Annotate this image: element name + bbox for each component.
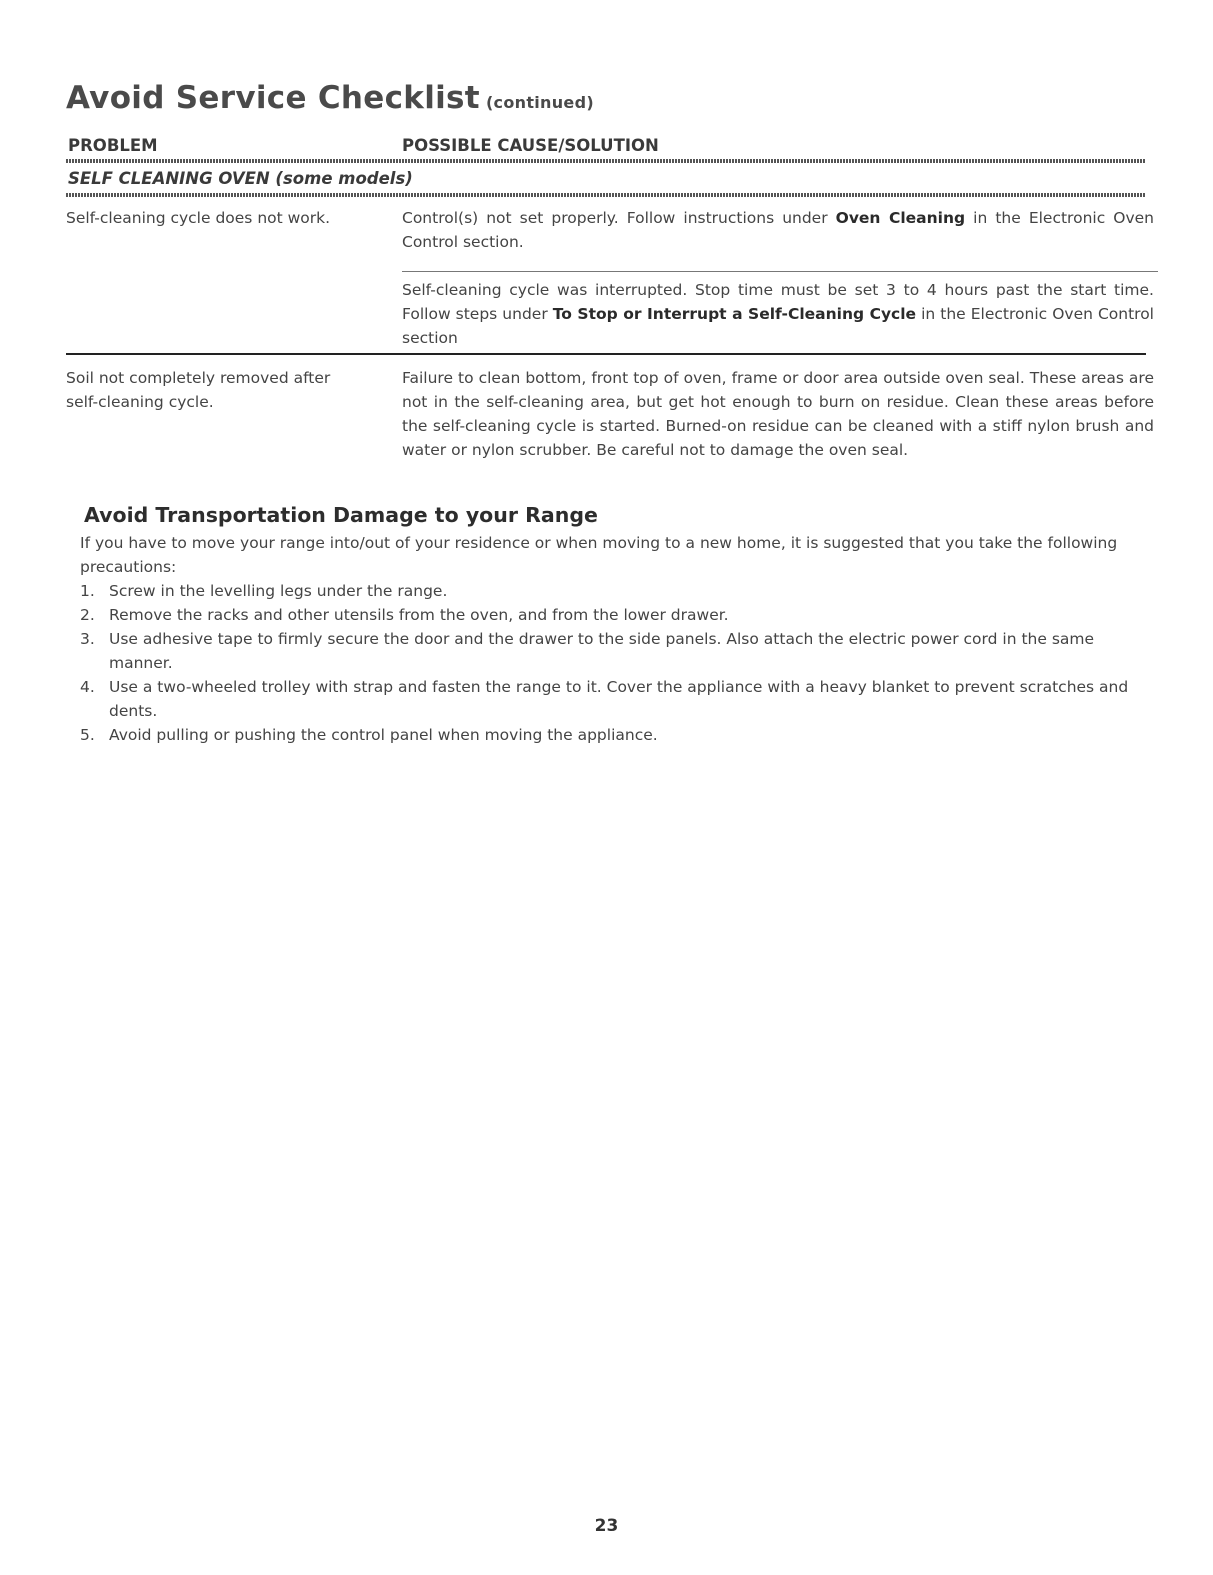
- solution-text: Self-cleaning cycle was interrupted. Stop time must be set 3 to 4 hours past the start time. Follow steps under: [402, 281, 1154, 323]
- list-item: [80, 627, 1140, 675]
- step-number: 5.: [80, 726, 95, 744]
- title-suffix: (continued): [485, 93, 594, 112]
- solution-cell: [402, 278, 1154, 350]
- solution-emphasis: To Stop or Interrupt a Self-Cleaning Cycle: [552, 305, 917, 323]
- section-intro: If you have to move your range into/out of your residence or when moving to a new home, it is suggested that you take the following precautions:: [80, 534, 1118, 576]
- step-number: 3.: [80, 630, 95, 648]
- problem-cell: Self-cleaning cycle does not work.: [66, 209, 331, 227]
- list-item: [80, 675, 1140, 723]
- solution-text: in the Electronic Oven Control section: [402, 305, 1154, 347]
- column-header-cause: POSSIBLE CAUSE/SOLUTION: [402, 136, 659, 155]
- solution-divider: [402, 271, 1158, 272]
- step-text: Use a two-wheeled trolley with strap and fasten the range to it. Cover the appliance with a heavy blanket to prevent scratches and dents.: [109, 678, 1129, 720]
- step-text: Use adhesive tape to firmly secure the door and the drawer to the side panels. Also attach the electric power cord in the same manner.: [109, 630, 1095, 672]
- section-heading: Avoid Transportation Damage to your Range: [84, 503, 598, 527]
- section-divider: [66, 193, 1146, 197]
- page-title: [66, 80, 594, 116]
- solution-text: in the Electronic Oven Control section.: [402, 209, 1154, 251]
- list-item: [80, 603, 1140, 627]
- row-divider: [66, 353, 1146, 355]
- section-label: SELF CLEANING OVEN (some models): [68, 169, 413, 188]
- step-number: 2.: [80, 606, 95, 624]
- step-number: 1.: [80, 582, 95, 600]
- solution-cell: Failure to clean bottom, front top of oven, frame or door area outside oven seal. These areas are not in the self-cleaning area, but get hot enough to burn on residue. Clean these areas before the self-cleaning cycle is started. Burned-on residue can be cleaned with a stiff nylon brush and water or nylon scrubber. Be careful not to damage the oven seal.: [402, 369, 1154, 459]
- solution-cell: [402, 206, 1154, 254]
- page-number: 23: [594, 1516, 619, 1536]
- column-header-problem: PROBLEM: [68, 136, 158, 155]
- title-text: Avoid Service Checklist: [66, 80, 480, 116]
- solution-text: Control(s) not set properly. Follow instructions under: [402, 209, 836, 227]
- header-divider: [66, 159, 1146, 163]
- step-text: Avoid pulling or pushing the control panel when moving the appliance.: [109, 726, 658, 744]
- step-number: 4.: [80, 678, 95, 696]
- step-text: Screw in the levelling legs under the range.: [109, 582, 448, 600]
- list-item: [80, 723, 1140, 747]
- list-item: [80, 579, 1140, 603]
- precaution-list: [80, 579, 1140, 747]
- problem-cell: Soil not completely removed after self-cleaning cycle.: [66, 369, 331, 411]
- solution-emphasis: Oven Cleaning: [835, 209, 966, 227]
- step-text: Remove the racks and other utensils from the oven, and from the lower drawer.: [109, 606, 729, 624]
